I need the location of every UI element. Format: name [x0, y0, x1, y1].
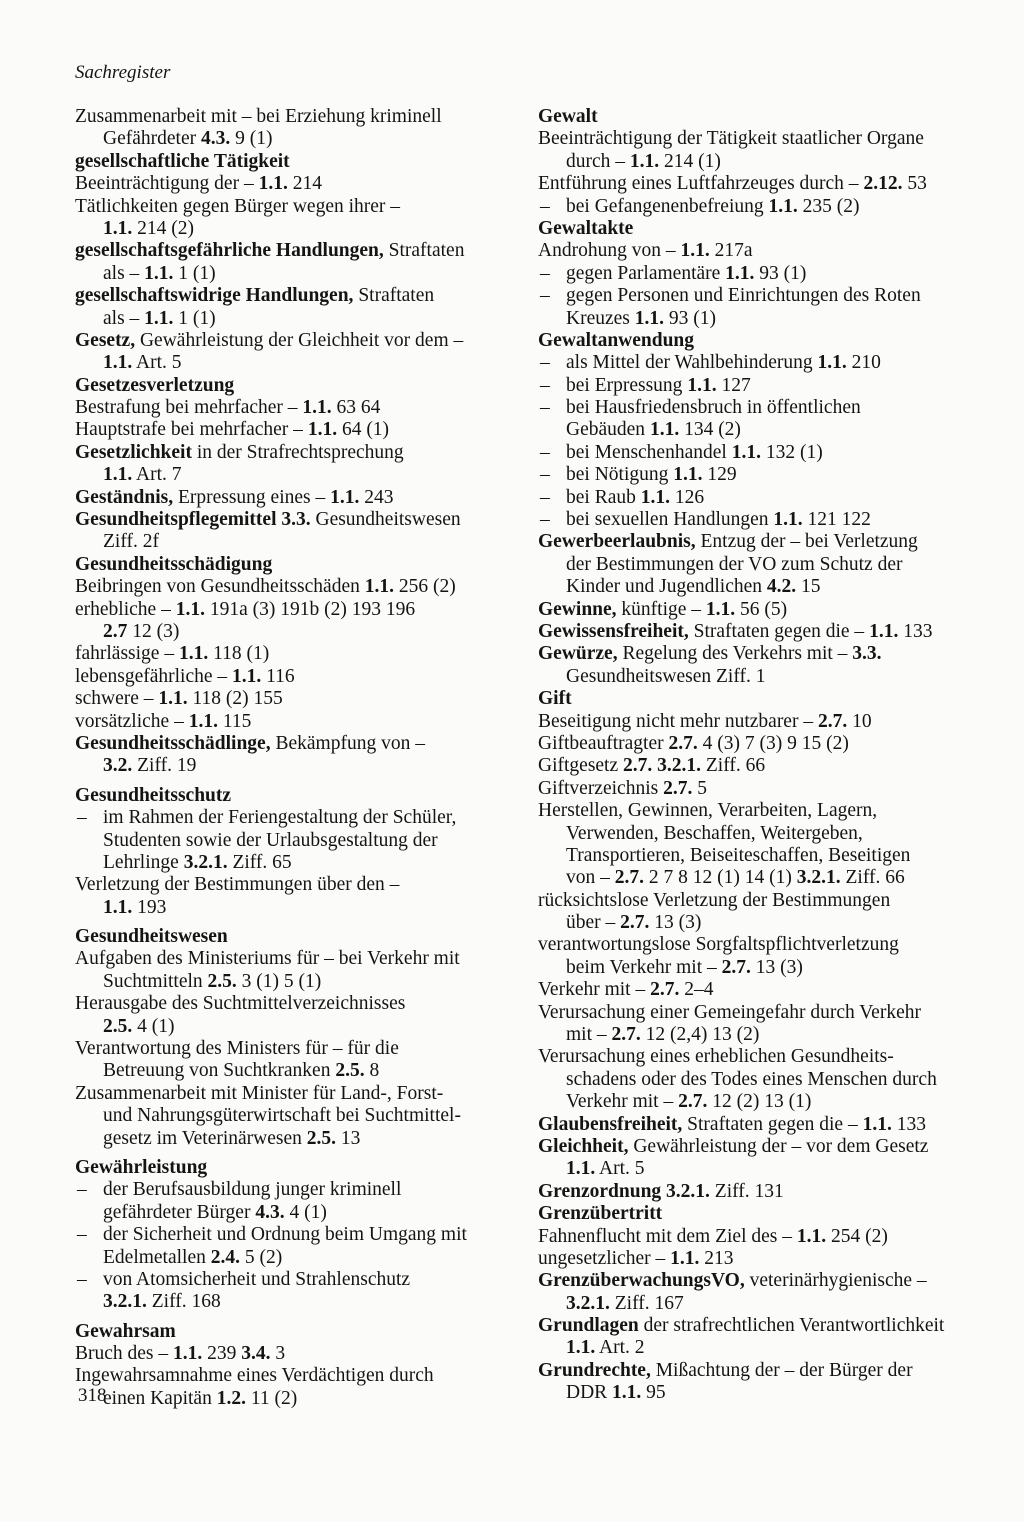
index-subentry: Gesundheitswesen Ziff. 1: [566, 665, 766, 687]
index-entry: Grundlagen der strafrechtlichen Verantwortlichkeit: [538, 1315, 945, 1337]
index-entry: Gewissensfreiheit, Straftaten gegen die – 1.1. 133: [538, 620, 933, 642]
index-entry: Beeinträchtigung der Tätigkeit staatlicher Organe: [538, 128, 924, 150]
index-entry: Herstellen, Gewinnen, Verarbeiten, Lagern,: [538, 800, 878, 822]
index-entry: Verursachung eines erheblichen Gesundheits-: [538, 1046, 894, 1068]
index-subentry: – der Sicherheit und Ordnung beim Umgang mit: [75, 1224, 520, 1246]
index-subentry: – bei Erpressung 1.1. 127: [538, 375, 978, 397]
index-entry: Gewinne, künftige – 1.1. 56 (5): [538, 598, 788, 620]
index-subentry: – bei Menschenhandel 1.1. 132 (1): [538, 442, 978, 464]
index-entry: Gewalt: [538, 106, 598, 127]
index-subentry: 2.5. 4 (1): [103, 1015, 175, 1037]
index-subentry: einen Kapitän 1.2. 11 (2): [103, 1387, 298, 1409]
index-subentry: – gegen Personen und Einrichtungen des Roten: [538, 285, 978, 307]
index-entry: Gewürze, Regelung des Verkehrs mit – 3.3.: [538, 643, 882, 665]
index-entry: GrenzüberwachungsVO, veterinärhygienische –: [538, 1270, 927, 1292]
index-subentry: 3.2. Ziff. 19: [103, 755, 197, 777]
index-subentry: – bei sexuellen Handlungen 1.1. 121 122: [538, 509, 978, 531]
index-entry: fahrlässige – 1.1. 118 (1): [75, 643, 270, 665]
index-entry: Gewerbeerlaubnis, Entzug der – bei Verletzung: [538, 531, 918, 553]
index-entry: Gesundheitswesen: [75, 926, 228, 948]
index-subentry: Gebäuden 1.1. 134 (2): [566, 419, 741, 441]
index-entry: Ingewahrsamnahme eines Verdächtigen durch: [75, 1365, 434, 1387]
index-entry: Glaubensfreiheit, Straftaten gegen die – 1.1. 133: [538, 1113, 926, 1135]
index-subentry: Betreuung von Suchtkranken 2.5. 8: [103, 1060, 380, 1082]
index-subentry: 1.1. Art. 7: [103, 464, 182, 486]
index-subentry: Kinder und Jugendlichen 4.2. 15: [566, 576, 821, 598]
index-entry: gesellschaftliche Tätigkeit: [75, 150, 290, 172]
index-entry: Bruch des – 1.1. 239 3.4. 3: [75, 1343, 286, 1365]
index-subentry: Transportieren, Beiseiteschaffen, Beseitigen: [566, 844, 911, 866]
index-entry: gesellschaftsgefährliche Handlungen, Straftaten: [75, 240, 465, 262]
index-entry: Geständnis, Erpressung eines – 1.1. 243: [75, 486, 394, 508]
index-subentry: – der Berufsausbildung junger kriminell: [75, 1179, 520, 1201]
index-entry: vorsätzliche – 1.1. 115: [75, 710, 252, 732]
index-subentry: durch – 1.1. 214 (1): [566, 150, 721, 172]
index-entry: Gesundheitsschädigung: [75, 553, 273, 575]
index-subentry: Studenten sowie der Urlaubsgestaltung der: [103, 829, 438, 851]
index-entry: Gesundheitsschädlinge, Bekämpfung von –: [75, 732, 425, 754]
index-subentry: als – 1.1. 1 (1): [103, 307, 216, 329]
index-entry: ungesetzlicher – 1.1. 213: [538, 1247, 734, 1269]
index-subentry: – bei Raub 1.1. 126: [538, 487, 978, 509]
index-entry: Androhung von – 1.1. 217a: [538, 240, 753, 262]
page-header: Sachregister: [75, 62, 171, 83]
index-subentry: Gefährdeter 4.3. 9 (1): [103, 128, 273, 150]
index-entry: Gift: [538, 688, 572, 710]
index-subentry: – bei Nötigung 1.1. 129: [538, 464, 978, 486]
index-subentry: – als Mittel der Wahlbehinderung 1.1. 210: [538, 352, 978, 374]
index-subentry: 3.2.1. Ziff. 168: [103, 1291, 221, 1313]
index-entry: Tätlichkeiten gegen Bürger wegen ihrer –: [75, 195, 401, 217]
index-entry: schwere – 1.1. 118 (2) 155: [75, 688, 283, 710]
index-entry: Hauptstrafe bei mehrfacher – 1.1. 64 (1): [75, 419, 390, 441]
index-subentry: schadens oder des Todes eines Menschen durch: [566, 1068, 937, 1090]
index-entry: Beeinträchtigung der – 1.1. 214: [75, 173, 322, 195]
index-entry: Gewaltakte: [538, 217, 634, 239]
index-entry: Giftverzeichnis 2.7. 5: [538, 777, 707, 799]
index-subentry: Edelmetallen 2.4. 5 (2): [103, 1246, 283, 1268]
index-subentry: beim Verkehr mit – 2.7. 13 (3): [566, 956, 803, 978]
index-entry: Gewaltanwendung: [538, 329, 695, 351]
index-subentry: 1.1. Art. 2: [566, 1337, 645, 1359]
index-entry: Gesetzesverletzung: [75, 374, 235, 396]
index-entry: Gewahrsam: [75, 1320, 176, 1342]
index-entry: verantwortungslose Sorgfaltspflichtverletzung: [538, 934, 899, 956]
index-subentry: Verwenden, Beschaffen, Weitergeben,: [566, 822, 863, 844]
index-entry: Gesundheitsschutz: [75, 784, 232, 806]
index-subentry: als – 1.1. 1 (1): [103, 262, 216, 284]
index-entry: Entführung eines Luftfahrzeuges durch – 2.12. 53: [538, 173, 927, 195]
index-subentry: – bei Gefangenenbefreiung 1.1. 235 (2): [538, 196, 978, 218]
index-entry: Giftbeauftragter 2.7. 4 (3) 7 (3) 9 15 (2): [538, 732, 849, 754]
index-entry: Beibringen von Gesundheitsschäden 1.1. 256 (2): [75, 576, 456, 598]
index-entry: Gesundheitspflegemittel 3.3. Gesundheitswesen: [75, 509, 461, 531]
index-entry: rücksichtslose Verletzung der Bestimmungen: [538, 889, 891, 911]
index-entry: Gesetz, Gewährleistung der Gleichheit vor dem –: [75, 329, 464, 351]
index-subentry: – im Rahmen der Feriengestaltung der Schüler,: [75, 807, 520, 829]
index-entry: lebensgefährliche – 1.1. 116: [75, 665, 295, 687]
index-subentry: 1.1. 214 (2): [103, 217, 194, 239]
index-entry: gesellschaftswidrige Handlungen, Straftaten: [75, 285, 435, 307]
index-subentry: gefährdeter Bürger 4.3. 4 (1): [103, 1201, 327, 1223]
index-subentry: Kreuzes 1.1. 93 (1): [566, 307, 717, 329]
index-subentry: 1.1. 193: [103, 896, 167, 918]
index-entry: Beseitigung nicht mehr nutzbarer – 2.7. 10: [538, 710, 872, 732]
index-entry: Gesetzlichkeit in der Strafrechtsprechung: [75, 441, 404, 463]
index-subentry: 1.1. Art. 5: [566, 1158, 645, 1180]
index-subentry: Verkehr mit – 2.7. 12 (2) 13 (1): [566, 1091, 812, 1113]
index-entry: Zusammenarbeit mit – bei Erziehung kriminell: [75, 106, 442, 127]
index-subentry: der Bestimmungen der VO zum Schutz der: [566, 553, 903, 575]
index-entry: Grenzordnung 3.2.1. Ziff. 131: [538, 1180, 784, 1202]
index-subentry: von – 2.7. 2 7 8 12 (1) 14 (1) 3.2.1. Ziff. 66: [566, 867, 905, 889]
index-subentry: DDR 1.1. 95: [566, 1382, 666, 1404]
index-entry: Verkehr mit – 2.7. 2–4: [538, 979, 714, 1001]
index-entry: Verursachung einer Gemeingefahr durch Verkehr: [538, 1001, 921, 1023]
index-entry: Fahnenflucht mit dem Ziel des – 1.1. 254 (2): [538, 1225, 888, 1247]
index-subentry: Lehrlinge 3.2.1. Ziff. 65: [103, 851, 292, 873]
index-entry: Herausgabe des Suchtmittelverzeichnisses: [75, 993, 406, 1015]
index-entry: Gleichheit, Gewährleistung der – vor dem Gesetz: [538, 1135, 929, 1157]
index-subentry: 1.1. Art. 5: [103, 352, 182, 374]
index-entry: Aufgaben des Ministeriums für – bei Verkehr mit: [75, 948, 460, 970]
index-subentry: und Nahrungsgüterwirtschaft bei Suchtmittel-: [103, 1105, 461, 1127]
index-subentry: gesetz im Veterinärwesen 2.5. 13: [103, 1127, 361, 1149]
index-entry: Grundrechte, Mißachtung der – der Bürger der: [538, 1359, 913, 1381]
page-number: 318: [78, 1385, 107, 1406]
index-entry: Gewährleistung: [75, 1156, 208, 1178]
index-column-left: [75, 106, 520, 1410]
index-entry: Zusammenarbeit mit Minister für Land-, Forst-: [75, 1082, 444, 1104]
index-entry: Giftgesetz 2.7. 3.2.1. Ziff. 66: [538, 755, 766, 777]
index-entry: Verantwortung des Ministers für – für die: [75, 1038, 399, 1060]
index-subentry: 2.7 12 (3): [103, 620, 180, 642]
index-subentry: – bei Hausfriedensbruch in öffentlichen: [538, 397, 978, 419]
index-subentry: mit – 2.7. 12 (2,4) 13 (2): [566, 1024, 760, 1046]
index-column-right: [538, 106, 978, 1405]
index-entry: Grenzübertritt: [538, 1203, 663, 1225]
index-subentry: Ziff. 2f: [103, 531, 159, 553]
index-entry: Bestrafung bei mehrfacher – 1.1. 63 64: [75, 397, 381, 419]
index-subentry: Suchtmitteln 2.5. 3 (1) 5 (1): [103, 970, 322, 992]
index-entry: Verletzung der Bestimmungen über den –: [75, 874, 400, 896]
index-subentry: über – 2.7. 13 (3): [566, 912, 702, 934]
index-subentry: 3.2.1. Ziff. 167: [566, 1292, 684, 1314]
index-entry: erhebliche – 1.1. 191a (3) 191b (2) 193 196: [75, 598, 416, 620]
index-subentry: – von Atomsicherheit und Strahlenschutz: [75, 1269, 520, 1291]
index-subentry: – gegen Parlamentäre 1.1. 93 (1): [538, 263, 978, 285]
